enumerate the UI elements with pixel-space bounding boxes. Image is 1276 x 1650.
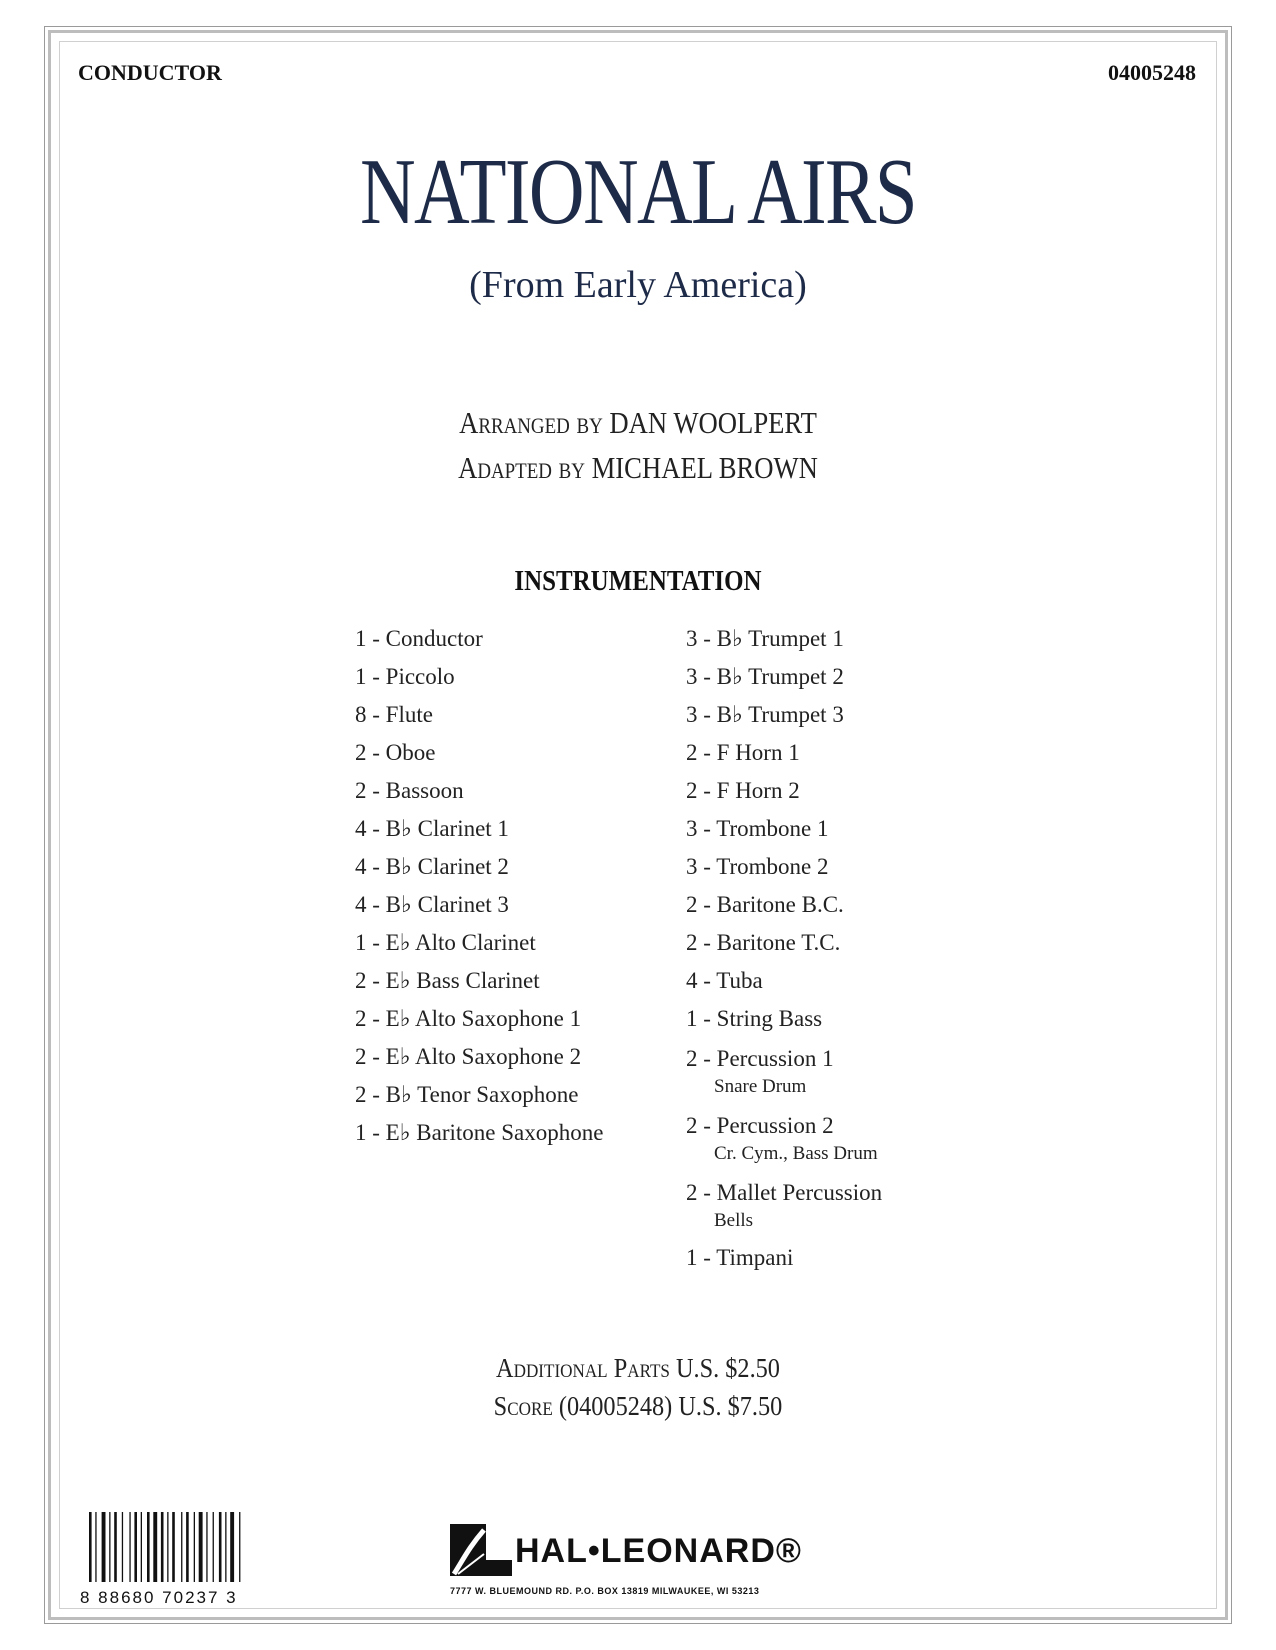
instrument-label: 1 - Timpani (686, 1245, 794, 1270)
arranger-credit (89, 405, 1186, 441)
instrument-label: 2 - E♭ Alto Saxophone 2 (355, 1044, 582, 1069)
instrument-label: 1 - String Bass (686, 1006, 823, 1031)
arranger-name: DAN WOOLPERT (609, 405, 817, 440)
instrument-detail: Snare Drum (714, 1076, 807, 1097)
page-subtitle: (From Early America) (469, 264, 807, 306)
instrument-row (686, 1000, 1006, 1038)
instrument-label: 4 - B♭ Clarinet 2 (355, 854, 509, 879)
instrument-label: 3 - B♭ Trumpet 2 (686, 664, 844, 689)
instrument-label: 4 - B♭ Clarinet 3 (355, 892, 509, 917)
instrument-row (686, 620, 1006, 658)
instrument-label: 3 - Trombone 2 (686, 854, 829, 879)
instrument-detail: Bells (714, 1210, 754, 1231)
instrument-label: 2 - E♭ Bass Clarinet (355, 968, 540, 993)
instrument-label: 2 - Bassoon (355, 778, 464, 803)
instrument-row (355, 1000, 675, 1038)
instrument-label: 2 - Percussion 1 (686, 1046, 834, 1071)
instrument-label: 4 - B♭ Clarinet 1 (355, 816, 509, 841)
instrument-label: 2 - Oboe (355, 740, 436, 765)
instrumentation-heading: INSTRUMENTATION (514, 565, 762, 597)
instrument-label: 3 - B♭ Trumpet 3 (686, 702, 844, 727)
instrument-row (355, 962, 675, 1000)
instrument-row (686, 848, 1006, 886)
instrument-label: 2 - Baritone B.C. (686, 892, 844, 917)
score-label: Score (493, 1391, 553, 1421)
catalog-number: 04005248 (1108, 60, 1196, 85)
instrument-label: 3 - B♭ Trumpet 1 (686, 626, 844, 651)
adapter-credit (89, 450, 1186, 486)
instrument-label: 2 - B♭ Tenor Saxophone (355, 1082, 579, 1107)
instrument-label: 1 - Conductor (355, 626, 483, 651)
instrument-label: 1 - E♭ Alto Clarinet (355, 930, 536, 955)
instrument-label: 1 - E♭ Baritone Saxophone (355, 1120, 604, 1145)
instrument-row (355, 886, 675, 924)
instrument-row (686, 658, 1006, 696)
hal-leonard-logo-icon (450, 1524, 512, 1578)
instrument-label: 2 - E♭ Alto Saxophone 1 (355, 1006, 582, 1031)
instrument-row (355, 924, 675, 962)
instrument-label: 2 - Mallet Percussion (686, 1180, 883, 1205)
part-label: CONDUCTOR (78, 60, 222, 85)
instrument-row (686, 696, 1006, 734)
adapted-by-prefix: Adapted by (458, 450, 585, 485)
instrument-row (355, 1114, 675, 1152)
instrument-label: 8 - Flute (355, 702, 433, 727)
instrument-label: 2 - F Horn 1 (686, 740, 800, 765)
arranged-by-prefix: Arranged by (459, 405, 603, 440)
instrument-row (355, 1038, 675, 1076)
instrument-row (686, 1105, 1006, 1172)
instrument-row (355, 1076, 675, 1114)
score-price (64, 1391, 1212, 1422)
instrument-row (355, 620, 675, 658)
instrument-label: 2 - Percussion 2 (686, 1113, 834, 1138)
additional-parts-value: U.S. $2.50 (675, 1353, 780, 1383)
instrument-label: 4 - Tuba (686, 968, 763, 993)
instrument-label: 2 - Baritone T.C. (686, 930, 841, 955)
instrument-label: 3 - Trombone 1 (686, 816, 829, 841)
instrument-row (355, 734, 675, 772)
instrument-row (355, 848, 675, 886)
instrument-row (355, 810, 675, 848)
instrument-row (686, 1239, 1006, 1277)
instrument-label: 1 - Piccolo (355, 664, 455, 689)
instrument-row (686, 1172, 1006, 1239)
additional-parts-price (64, 1353, 1212, 1384)
instrument-row (686, 772, 1006, 810)
instrument-row (686, 924, 1006, 962)
instrument-row (686, 1038, 1006, 1105)
score-value: (04005248) U.S. $7.50 (558, 1391, 783, 1421)
instrument-label: 2 - F Horn 2 (686, 778, 800, 803)
adapter-name: MICHAEL BROWN (591, 450, 818, 485)
instrument-detail: Cr. Cym., Bass Drum (714, 1143, 878, 1164)
publisher-name: HAL•LEONARD® (515, 1532, 802, 1570)
instrument-row (355, 772, 675, 810)
instrumentation-left-column (355, 620, 675, 1152)
instrument-row (686, 810, 1006, 848)
instrument-row (686, 886, 1006, 924)
instrument-row (686, 734, 1006, 772)
publisher-address: 7777 W. BLUEMOUND RD. P.O. BOX 13819 MILWAUKEE, WI 53213 (450, 1586, 760, 1596)
additional-parts-label: Additional Parts (496, 1353, 670, 1383)
page-title: NATIONAL AIRS (359, 140, 917, 244)
barcode-number: 8 88680 70237 3 (80, 1588, 238, 1607)
instrumentation-right-column (686, 620, 1006, 1277)
instrument-row (355, 696, 675, 734)
instrument-row (686, 962, 1006, 1000)
barcode-icon (85, 1512, 265, 1584)
instrument-row (355, 658, 675, 696)
